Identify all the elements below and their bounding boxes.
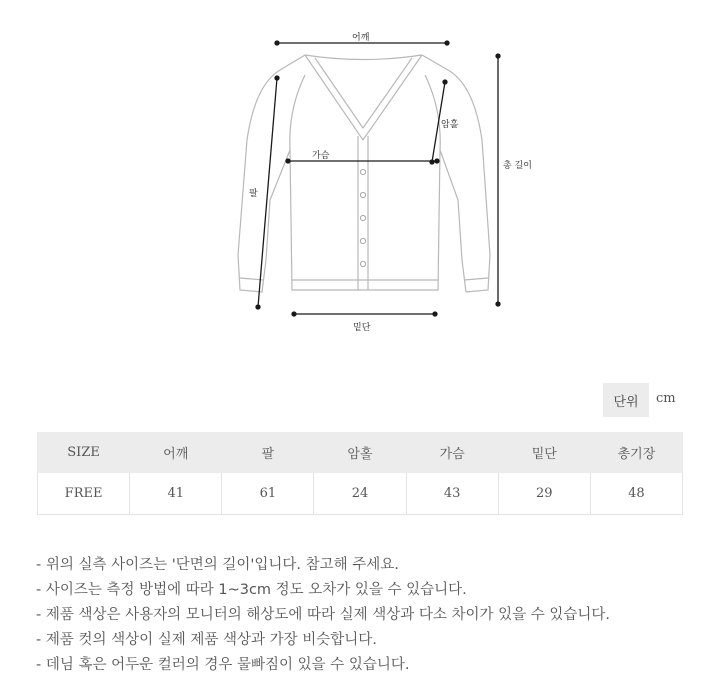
table-cell: 24	[314, 473, 406, 515]
table-header-cell: 팔	[222, 433, 314, 473]
chest-label: 가슴	[312, 151, 330, 161]
sleeve-label: 팔	[249, 189, 258, 199]
note-line: - 데님 혹은 어두운 컬러의 경우 물빠짐이 있을 수 있습니다.	[36, 657, 410, 673]
unit-label: 단위	[603, 383, 649, 417]
table-row	[38, 473, 683, 515]
table-cell: FREE	[38, 473, 130, 515]
note-line: - 제품 색상은 사용자의 모니터의 해상도에 따라 실제 색상과 다소 차이가 있을 수 있습니다.	[36, 607, 611, 623]
table-header-row	[38, 433, 683, 473]
armhole-label: 암홀	[441, 120, 459, 130]
size-table	[37, 432, 683, 515]
size-notes	[36, 553, 610, 678]
hem-label: 밑단	[353, 323, 371, 333]
note-line: - 사이즈는 측정 방법에 따라 1~3cm 정도 오차가 있을 수 있습니다.	[36, 582, 467, 598]
table-header-cell: 총기장	[590, 433, 682, 473]
total-length-label: 총 길이	[503, 161, 532, 171]
table-header-cell: 어깨	[130, 433, 222, 473]
table-header-cell: 암홀	[314, 433, 406, 473]
table-cell: 29	[498, 473, 590, 515]
table-header-cell: SIZE	[38, 433, 130, 473]
table-cell: 48	[590, 473, 682, 515]
table-cell: 61	[222, 473, 314, 515]
shoulder-label: 어깨	[352, 33, 370, 43]
note-line: - 위의 실측 사이즈는 '단면의 길이'입니다. 참고해 주세요.	[36, 557, 399, 573]
note-line: - 제품 컷의 색상이 실제 제품 색상과 가장 비슷합니다.	[36, 632, 377, 648]
unit-value: cm	[656, 391, 676, 406]
table-cell: 43	[406, 473, 498, 515]
table-cell: 41	[130, 473, 222, 515]
table-header-cell: 가슴	[406, 433, 498, 473]
table-header-cell: 밑단	[498, 433, 590, 473]
